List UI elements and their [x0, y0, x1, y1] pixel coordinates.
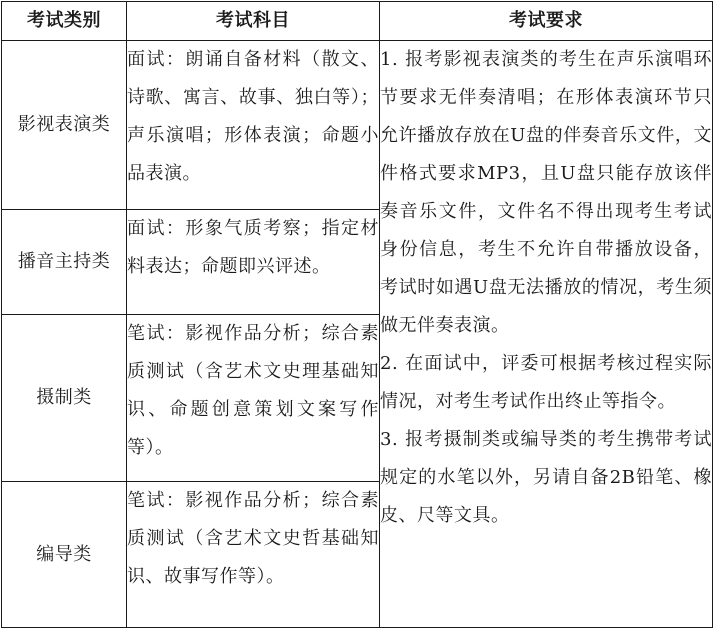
category-cell: 摄制类	[2, 315, 127, 482]
header-requirements: 考试要求	[380, 2, 713, 41]
requirement-item: 2. 在面试中，评委可根据考核过程实际情况，对考生考试作出终止等指令。	[380, 353, 712, 412]
category-cell: 播音主持类	[2, 210, 127, 315]
subjects-cell: 笔试：影视作品分析；综合素质测试（含艺术文史理基础知识、命题创意策划文案写作等）。	[127, 315, 380, 482]
subjects-cell: 面试：形象气质考察；指定材料表达；命题即兴评述。	[127, 210, 380, 315]
subjects-cell: 面试：朗诵自备材料（散文、诗歌、寓言、故事、独白等）；声乐演唱；形体表演；命题小品表演。	[127, 41, 380, 210]
requirements-cell	[380, 41, 713, 628]
header-category: 考试类别	[2, 2, 127, 41]
exam-requirements-table	[1, 1, 713, 628]
requirement-item: 1. 报考影视表演类的考生在声乐演唱环节要求无伴奏清唱；在形体表演环节只允许播放存放在U盘的伴奏音乐文件，文件格式要求MP3，且U盘只能存放该伴奏音乐文件，文件名不得出现考生考试身份信息，考生不允许自带播放设备，考试时如遇U盘无法播放的情况，考生须做无伴奏表演。	[380, 49, 712, 336]
category-cell: 编导类	[2, 482, 127, 628]
table-row	[2, 41, 713, 210]
subjects-cell: 笔试：影视作品分析；综合素质测试（含艺术文史哲基础知识、故事写作等）。	[127, 482, 380, 628]
requirement-item: 3. 报考摄制类或编导类的考生携带考试规定的水笔以外，另请自备2B铅笔、橡皮、尺等文具。	[380, 429, 712, 526]
header-subjects: 考试科目	[127, 2, 380, 41]
header-row	[2, 2, 713, 41]
category-cell: 影视表演类	[2, 41, 127, 210]
